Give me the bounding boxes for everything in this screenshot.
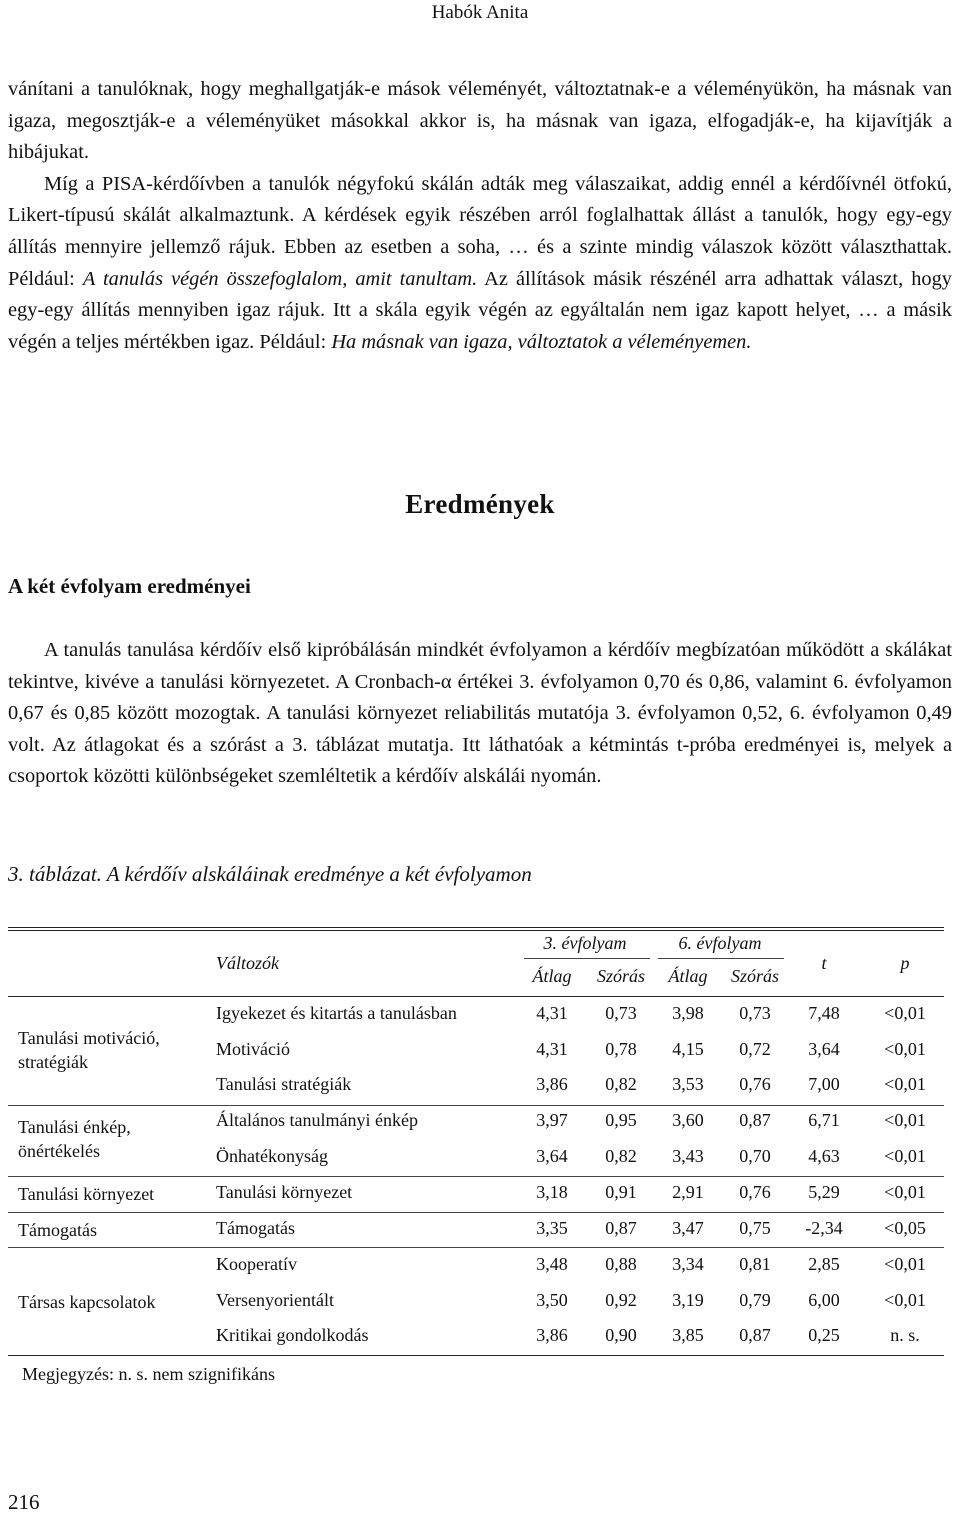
- table-cell-t: 7,48: [808, 1003, 840, 1023]
- table-cell-mean-3: 3,48: [536, 1254, 568, 1274]
- table-cell-p: n. s.: [890, 1325, 920, 1345]
- table-row-variable: Versenyorientált: [216, 1290, 334, 1310]
- group-label: [18, 1026, 208, 1074]
- group-label: [18, 1290, 208, 1314]
- group-label-line: Tanulási környezet: [18, 1184, 155, 1204]
- paragraph-1-sentence-2: Míg a PISA-kérdőívben a tanulók négyfokú skálán adták meg válaszaikat, addig ennél a kérdőívnél ötfokú, Likert-típusú skálát alkalmaztunk. A kérdések egyik részében arról foglalhattak állást a tanulók, hogy egy-egy állítás mennyire jellemző rájuk. Ebben az esetben a soha, … és a szinte mindig válaszok között választhattak. Például:: [8, 172, 952, 290]
- table-cell-mean-6: 3,43: [672, 1146, 704, 1166]
- running-header: Habók Anita: [431, 2, 529, 23]
- header-mean-6: Átlag: [668, 966, 708, 986]
- header-mean-3: Átlag: [532, 966, 572, 986]
- table-cell-sd-6: 0,70: [739, 1146, 771, 1166]
- table-cell-mean-6: 4,15: [672, 1039, 704, 1059]
- group-separator: [8, 1176, 944, 1177]
- table-cell-mean-3: 3,86: [536, 1074, 568, 1094]
- header-t: t: [821, 953, 827, 973]
- table-cell-mean-3: 3,50: [536, 1290, 568, 1310]
- header-bottom-rule: [8, 996, 944, 997]
- table-row-variable: Kooperatív: [216, 1254, 297, 1274]
- table-cell-sd-3: 0,95: [605, 1110, 637, 1130]
- subsection-title: A két évfolyam eredményei: [8, 574, 251, 598]
- table-cell-p: <0,01: [884, 1003, 926, 1023]
- body-paragraph-2: [8, 635, 952, 793]
- header-grade-6: 6. évfolyam: [678, 933, 762, 953]
- table-cell-t: 6,00: [808, 1290, 840, 1310]
- table-cell-t: 7,00: [808, 1074, 840, 1094]
- table-cell-t: 2,85: [808, 1254, 840, 1274]
- header-grade-6-underline: [658, 958, 784, 959]
- group-label: [18, 1115, 208, 1163]
- header-variables: Változók: [216, 953, 279, 973]
- table-caption: 3. táblázat. A kérdőív alskáláinak eredménye a két évfolyamon: [8, 862, 532, 886]
- table-cell-t: 0,25: [808, 1325, 840, 1345]
- table-row-variable: Támogatás: [216, 1218, 295, 1238]
- group-label: [18, 1218, 208, 1242]
- group-label: [18, 1182, 208, 1206]
- table-cell-mean-6: 2,91: [672, 1182, 704, 1202]
- table-cell-t: 5,29: [808, 1182, 840, 1202]
- table-cell-sd-6: 0,81: [739, 1254, 771, 1274]
- table-row-variable: Önhatékonyság: [216, 1146, 328, 1166]
- table-cell-p: <0,01: [884, 1110, 926, 1130]
- table-cell-sd-3: 0,91: [605, 1182, 637, 1202]
- table-cell-mean-6: 3,60: [672, 1110, 704, 1130]
- header-grade-3: 3. évfolyam: [543, 933, 627, 953]
- table-cell-p: <0,01: [884, 1290, 926, 1310]
- table-cell-sd-6: 0,76: [739, 1182, 771, 1202]
- table-cell-t: -2,34: [805, 1218, 843, 1238]
- page-number: 216: [8, 1490, 40, 1514]
- table-row-variable: Kritikai gondolkodás: [216, 1325, 369, 1345]
- table-cell-t: 4,63: [808, 1146, 840, 1166]
- table-cell-sd-3: 0,82: [605, 1074, 637, 1094]
- paragraph-2-text: A tanulás tanulása kérdőív első kipróbálásán mindkét évfolyamon a kérdőív megbízatóan működött a skálákat tekintve, kivéve a tanulási környezetet. A Cronbach-α értékei 3. évfolyamon 0,70 és 0,86, valamint 6. évfolyamon 0,67 és 0,85 között mozogtak. A tanulási környezet reliabilitás mutatója 3. évfolyamon 0,52, 6. évfolyamon 0,49 volt. Az átlagokat és a szórást a 3. táblázat mutatja. Itt láthatóak a kétmintás t-próba eredményei is, melyek a csoportok közötti különbségeket szemléltetik a kérdőív alskálái nyomán.: [8, 639, 952, 788]
- table-cell-p: <0,01: [884, 1146, 926, 1166]
- table-cell-sd-6: 0,73: [739, 1003, 771, 1023]
- table-row-variable: Motiváció: [216, 1039, 290, 1059]
- table-cell-mean-6: 3,53: [672, 1074, 704, 1094]
- paragraph-1-sentence-3: Az állítások másik részénél arra adhattak választ, hogy egy-egy állítás mennyiben igaz rájuk. Itt a skála egyik végén az egyáltalán nem igaz kapott helyet, … a másik végén a teljes mértékben igaz. Például:: [8, 267, 952, 353]
- table-cell-sd-3: 0,92: [605, 1290, 637, 1310]
- table-cell-sd-3: 0,87: [605, 1218, 637, 1238]
- table-cell-sd-3: 0,73: [605, 1003, 637, 1023]
- paragraph-1-sentence-1: vánítani a tanulóknak, hogy meghallgatják-e mások véleményét, változtatnak-e a véleményükön, ha másnak van igaza, megosztják-e a véleményüket másokkal akkor is, ha másnak van igaza, elfogadják-e, ha kijavítják a hibájukat.: [8, 78, 952, 164]
- table-cell-mean-3: 3,35: [536, 1218, 568, 1238]
- table-cell-sd-6: 0,72: [739, 1039, 771, 1059]
- table-cell-mean-6: 3,98: [672, 1003, 704, 1023]
- table-cell-p: <0,01: [884, 1254, 926, 1274]
- table-cell-p: <0,01: [884, 1039, 926, 1059]
- group-label-line: stratégiák: [18, 1052, 88, 1072]
- table-cell-mean-6: 3,47: [672, 1218, 704, 1238]
- table-cell-sd-3: 0,90: [605, 1325, 637, 1345]
- table-cell-sd-3: 0,82: [605, 1146, 637, 1166]
- table-cell-mean-6: 3,85: [672, 1325, 704, 1345]
- group-separator: [8, 1212, 944, 1213]
- table-cell-t: 6,71: [808, 1110, 840, 1130]
- table-cell-mean-3: 3,86: [536, 1325, 568, 1345]
- table-cell-sd-6: 0,76: [739, 1074, 771, 1094]
- group-separator: [8, 1247, 944, 1248]
- group-label-line: Tanulási motiváció,: [18, 1028, 160, 1048]
- table-top-rule-1: [8, 927, 944, 928]
- section-title: Eredmények: [405, 489, 555, 519]
- group-label-line: Tanulási énkép,: [18, 1117, 131, 1137]
- table-cell-mean-3: 4,31: [536, 1039, 568, 1059]
- table-cell-mean-3: 4,31: [536, 1003, 568, 1023]
- table-cell-p: <0,01: [884, 1182, 926, 1202]
- body-paragraph-1: [8, 74, 952, 358]
- table-cell-mean-6: 3,19: [672, 1290, 704, 1310]
- group-label-line: önértékelés: [18, 1141, 100, 1161]
- group-label-line: Társas kapcsolatok: [18, 1292, 156, 1312]
- group-separator: [8, 1105, 944, 1106]
- table-cell-sd-6: 0,87: [739, 1325, 771, 1345]
- table-bottom-rule: [8, 1355, 944, 1356]
- table-row-variable: Tanulási stratégiák: [216, 1074, 352, 1094]
- table-cell-sd-6: 0,75: [739, 1218, 771, 1238]
- header-sd-3: Szórás: [596, 966, 645, 986]
- table-cell-sd-6: 0,87: [739, 1110, 771, 1130]
- table-row-variable: Igyekezet és kitartás a tanulásban: [216, 1003, 457, 1023]
- table-cell-sd-6: 0,79: [739, 1290, 771, 1310]
- table-cell-sd-3: 0,88: [605, 1254, 637, 1274]
- table-cell-sd-3: 0,78: [605, 1039, 637, 1059]
- table-cell-t: 3,64: [808, 1039, 840, 1059]
- table-cell-mean-6: 3,34: [672, 1254, 704, 1274]
- table-cell-p: <0,05: [884, 1218, 926, 1238]
- example-2: Ha másnak van igaza, változtatok a véleményemen.: [331, 330, 752, 353]
- table-note: Megjegyzés: n. s. nem szignifikáns: [22, 1364, 275, 1384]
- table-top-rule-2: [8, 930, 944, 931]
- header-grade-3-underline: [524, 958, 650, 959]
- table-row-variable: Tanulási környezet: [216, 1182, 353, 1202]
- table-cell-mean-3: 3,97: [536, 1110, 568, 1130]
- header-sd-6: Szórás: [730, 966, 779, 986]
- table-cell-mean-3: 3,18: [536, 1182, 568, 1202]
- example-1: A tanulás végén összefoglalom, amit tanultam.: [82, 267, 478, 290]
- header-p: p: [900, 953, 910, 973]
- table-row-variable: Általános tanulmányi énkép: [216, 1110, 418, 1130]
- table-cell-mean-3: 3,64: [536, 1146, 568, 1166]
- group-label-line: Támogatás: [18, 1220, 97, 1240]
- table-cell-p: <0,01: [884, 1074, 926, 1094]
